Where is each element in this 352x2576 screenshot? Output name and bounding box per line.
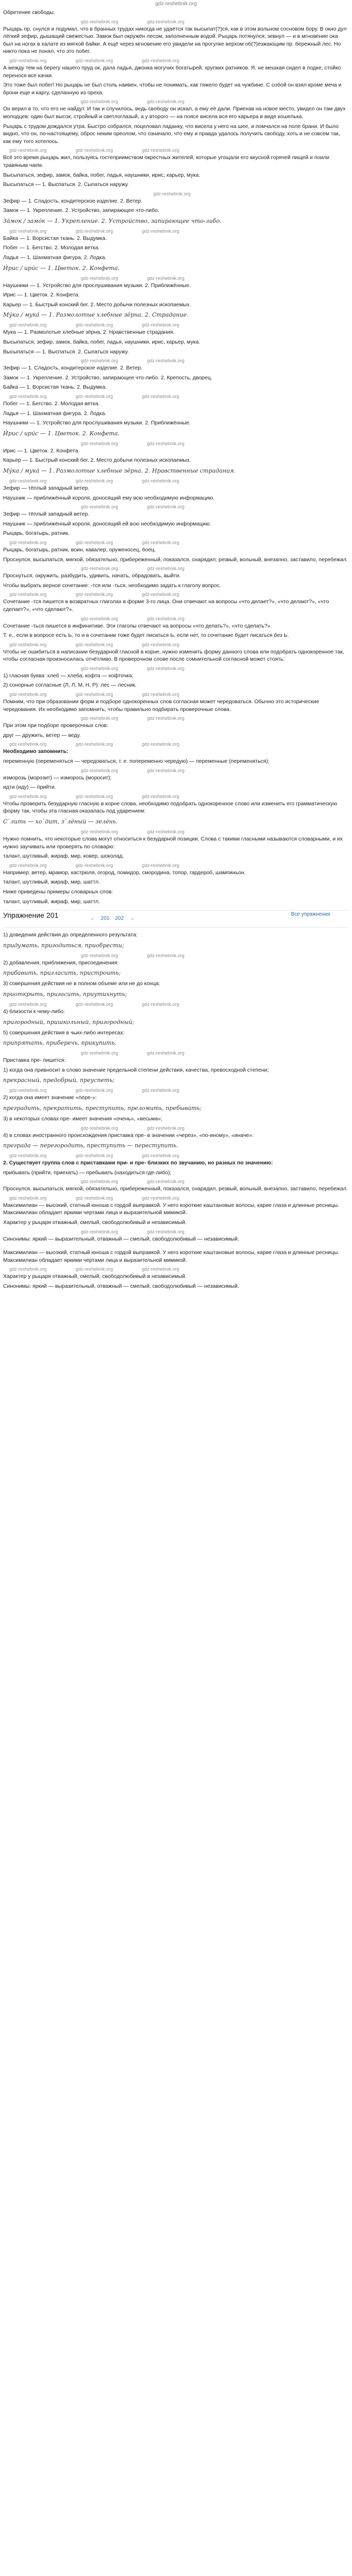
exercise-title: Упражнение 201 bbox=[3, 911, 58, 920]
paragraph: Высыпаться — 1. Выспаться. 2. Сыпаться наружу. bbox=[3, 182, 129, 188]
paragraph: Сочетание -ться пишется в инфинитиве. Эти глаголы отвечают на вопросы «что делать?», «что сделать?». bbox=[3, 623, 272, 629]
paragraph: 3) в некоторых словах пре- имеет значения «очень», «весьма»; bbox=[3, 1116, 163, 1122]
watermark-row: gdz-reshebnik.org gdz-reshebnik.org gdz-reshebnik.org bbox=[9, 592, 180, 597]
handwritten-answer: прекрасный, предобрый, преуспеть; bbox=[3, 1077, 115, 1084]
paragraph: Рыцарь пр. снулся и подумал, что в бранных трудах никогда не удаётся так высыпат(?)ся, как в этом вольном сосновом бору. В окно дул лёгкий зефир, дышащий свежестью. Замок был окружён лесом, заполненным водой. Рыцарь потянулся, зевнул — и в мгновение ока был на ногах в халате из мягкой байки. А ещё через мгновение его увидели на прогулке верхом об(?)езжающим пр. бережный лес. Но никто пока не понял, что это побег. bbox=[3, 26, 347, 55]
paragraph: Ладья — 1. Шахматная фигура. 2. Лодка. bbox=[3, 410, 107, 417]
watermark-row: gdz-reshebnik.org gdz-reshebnik.org gdz-reshebnik.org bbox=[9, 148, 180, 153]
paragraph: Наушники — 1. Устройство для прослушивания музыки. 2. Приближённые. bbox=[3, 420, 191, 426]
paragraph: Ниже приведены примеры словарных слов: bbox=[3, 889, 113, 895]
paragraph: Замок — 1. Укрепление. 2. Устройство, запирающее что-либо. 2. Крепость, дворец. bbox=[3, 375, 212, 381]
watermark-row: gdz-reshebnik.org gdz-reshebnik.org gdz-reshebnik.org bbox=[9, 742, 180, 747]
paragraph: 4) в словах иностранного происхождения приставка пре- в значении «через», «по-иному», «иначе»: bbox=[3, 1132, 254, 1138]
paragraph: идти (иду) — прийти. bbox=[3, 785, 56, 791]
handwritten-answer: Му́ка / мука́ — 1. Размолотые хлебные зёрна. 2. Страдание. bbox=[3, 311, 189, 319]
paragraph: прибывать (прийти, приехать) — пребывать (находиться где-либо); bbox=[3, 1170, 172, 1176]
paragraph: Т. е., если в вопросе есть Ь, то и в сочетании тоже будет писаться Ь, если нет, то сочетание будет писаться без Ь. bbox=[3, 633, 289, 639]
paragraph: Чтобы выбрать верное сочетание: -тся или -ться, необходимо задать к глаголу вопрос. bbox=[3, 582, 221, 589]
watermark-row: gdz-reshebnik.org gdz-reshebnik.org bbox=[81, 665, 185, 671]
watermark-row: gdz-reshebnik.org gdz-reshebnik.org bbox=[81, 952, 185, 958]
handwritten-answer: прибавить, пригласить, пристроить; bbox=[3, 970, 121, 977]
paragraph: Рыцарь, богатырь, ратник, воин, кавалер, оруженосец, боец. bbox=[3, 547, 156, 553]
paragraph: Обретение свободы. bbox=[3, 10, 55, 16]
watermark-row: gdz-reshebnik.org gdz-reshebnik.org bbox=[81, 1229, 185, 1234]
paragraph: Байка — 1. Ворсистая ткань. 2. Выдумка. bbox=[3, 235, 107, 241]
paragraph: При этом при подборе проверочных слов: bbox=[3, 723, 108, 729]
handwritten-answer: пригородный, пришкольный, пригородный; bbox=[3, 1018, 135, 1026]
paragraph: Высыпаться, зефир, замок, байка, побег, ладья, наушники, ирис, карьер, мука. bbox=[3, 172, 200, 178]
paragraph: 5) совершения действия в чьих-либо интересах: bbox=[3, 1030, 125, 1036]
paragraph: Нужно помнить, что некоторые слова могут относиться к безударной позиции. Слова с такими гласными называются словарными, и их нужно заучивать или проверять по словарю: bbox=[3, 836, 343, 850]
watermark-row: gdz-reshebnik.org gdz-reshebnik.org bbox=[81, 504, 185, 510]
paragraph: Помним, что при образовании форм и подборе однокоренных слов согласная может чередоваться. Обычно это исторические чередования. Их необходимо запомнить, чтобы правильно подбирать проверочные слова. bbox=[3, 699, 319, 713]
watermark-row: gdz-reshebnik.org gdz-reshebnik.org bbox=[81, 19, 185, 24]
paragraph: Чтобы проверить безударную гласную в корне слова, необходимо подобрать однокоренное слово или изменить его грамматическую форму так, чтобы эта гласная оказалась под ударением: bbox=[3, 801, 338, 815]
exercise-pager bbox=[90, 915, 139, 923]
watermark-row: gdz-reshebnik.org gdz-reshebnik.org gdz-reshebnik.org bbox=[9, 1266, 180, 1272]
paragraph: Карьер — 1. Быстрый конский бег. 2. Место добычи полезных ископаемых. bbox=[3, 458, 191, 464]
paragraph: друг — дружить, ветер — веду. bbox=[3, 732, 81, 738]
watermark-row: gdz-reshebnik.org gdz-reshebnik.org bbox=[81, 99, 185, 105]
prev-arrow-icon[interactable]: ← bbox=[90, 916, 95, 922]
paragraph: Приставка пре- пишется: bbox=[3, 1058, 66, 1064]
watermark-row: gdz-reshebnik.org gdz-reshebnik.org gdz-reshebnik.org bbox=[9, 478, 180, 483]
watermark-row: gdz-reshebnik.org gdz-reshebnik.org bbox=[81, 1050, 185, 1056]
paragraph: Зефир — 1. Сладость, кондитерское изделие. 2. Ветер. bbox=[3, 365, 143, 372]
watermark-row: gdz-reshebnik.org gdz-reshebnik.org gdz-reshebnik.org bbox=[9, 862, 180, 868]
paragraph: Карьер — 1. Быстрый конский бег. 2. Место добычи полезных ископаемых. bbox=[3, 302, 191, 308]
paragraph: Зефир — тёплый западный ветер. bbox=[3, 485, 90, 491]
paragraph: Наушник — приближённый короля, доносящий ей всю необходимую информацию. bbox=[3, 521, 211, 527]
paragraph: Сочетание -тся пишется в возвратных глаголах в форме 3-го лица. Они отвечают на вопросы «что делает?», «что делают?», «что сделает?», «что сделают?». bbox=[3, 599, 329, 613]
watermark-row: gdz-reshebnik.org gdz-reshebnik.org gdz-reshebnik.org bbox=[9, 1195, 180, 1201]
paragraph: Проснуться, окружить, разбудить, удивить, начать, обрадовать, выйти. bbox=[3, 573, 181, 579]
paragraph: Он верил в то, что его не найдут. И так и случилось, ведь свободу он искал, а ему её дали. Приехав на новое место, увидел он там двух молодцев: один был высок, стройный и светлоглазый, а у второго — на поясе висела вся его карьера в виде кошелька. bbox=[3, 106, 346, 120]
paragraph: Побег — 1. Бегство. 2. Молодая ветка. bbox=[3, 245, 100, 251]
handwritten-answer: придумать, пригодиться, приобрести; bbox=[3, 942, 124, 949]
next-arrow-icon[interactable]: → bbox=[129, 916, 135, 922]
paragraph: Синонимы: яркий — выразительный, отважный — смелый, свободолюбивый — независимый. bbox=[3, 1284, 239, 1290]
paragraph: Характер у рыцаря отважный, смелый, свободолюбивый и независимый. bbox=[3, 1220, 187, 1226]
paragraph: 2) сонорные согласные (Л, Л, М, Н, Р): лес — лесник. bbox=[3, 682, 137, 689]
paragraph: Проснулся, высыпаться, мягкой, обязательно, прибереженный, показался, снарядил, резвый, вольный, внезапно, заставило, перебежал. bbox=[3, 1186, 348, 1192]
handwritten-answer: преградить, прекратить, преступить, преломить, пребывать; bbox=[3, 1104, 202, 1112]
watermark-row: gdz-reshebnik.org gdz-reshebnik.org bbox=[81, 829, 185, 834]
paragraph: Байка — 1. Ворсистая ткань. 2. Выдумка. bbox=[3, 385, 107, 391]
paragraph: Например: ветер, мрамор, кастрюля, огород, помидор, смородина, топор, гардероб, шампиньон. bbox=[3, 870, 246, 876]
paragraph: Максимилиан — высокий, статный юноша с гордой выправкой. У него короткие каштановые волосы, карие глаза и длинные ресницы. Максимилиан обладает яркими чертами лица и выразительной мимикой. bbox=[3, 1250, 340, 1263]
paragraph: 1) доведения действия до определенного результата: bbox=[3, 932, 138, 938]
paragraph: Наушник — приближённый короля, доносящий ему всю необходимую информацию. bbox=[3, 495, 215, 501]
exercise-navigation-bar bbox=[3, 910, 349, 928]
paragraph: Рыцарь с трудом дождался утра. Быстро собрался, поцеловал ладанку, что висела у него на шее, и помчался на поле брани. И было видно, что он, по-настоящему, оброс неким ореолом, что означало, что ему и правда удалось получить свободу, хоть и не совсем так, как ему того хотелось. bbox=[3, 123, 340, 145]
watermark-row: gdz-reshebnik.org gdz-reshebnik.org bbox=[81, 566, 185, 572]
paragraph-heading: 2. Существует группа слов с приставками при- и пре- близких по звучанию, но разных по значению: bbox=[3, 1160, 273, 1166]
paragraph: Высыпаться, зефир, замок, байка, побег, ладья, наушники, ирис, карьер, мука. bbox=[3, 339, 200, 346]
watermark-row: gdz-reshebnik.org gdz-reshebnik.org bbox=[81, 716, 185, 721]
paragraph: Зефир — 1. Сладость, кондитерское изделие. 2. Ветер. bbox=[3, 198, 143, 204]
watermark-row: gdz-reshebnik.org gdz-reshebnik.org gdz-reshebnik.org bbox=[9, 642, 180, 647]
watermark-row: gdz-reshebnik.org gdz-reshebnik.org gdz-reshebnik.org bbox=[9, 793, 180, 799]
paragraph: Наушники — 1. Устройство для прослушивания музыки. 2. Приближённые. bbox=[3, 282, 191, 289]
paragraph: Ирис — 1. Цветок. 2. Конфета. bbox=[3, 292, 80, 298]
watermark-row: gdz-reshebnik.org gdz-reshebnik.org bbox=[81, 440, 185, 446]
paragraph: Синонимы: яркий — выразительный, отважный — смелый, свободолюбивый — независимый. bbox=[3, 1236, 239, 1242]
paragraph-heading: Необходимо запомнить: bbox=[3, 749, 68, 755]
handwritten-answer: С`лить — хо`дит, з`лёный — зеле́нь. bbox=[3, 818, 118, 825]
paragraph: талант, шутливый, жираф, мир, шаттл. bbox=[3, 899, 100, 905]
watermark-row: gdz-reshebnik.org gdz-reshebnik.org bbox=[81, 616, 185, 621]
watermark-row: gdz-reshebnik.org gdz-reshebnik.org gdz-reshebnik.org bbox=[9, 322, 180, 328]
handwritten-answer: За́мок / замо́к — 1. Укрепление. 2. Устройство, запирающее что-либо. bbox=[3, 217, 222, 224]
paragraph: Проснулся, высыпаться, мягкой, обязательно, прибереженный, показался, снарядил, резвый, вольный, внезапно, заставило, перебежал. bbox=[3, 557, 348, 563]
handwritten-answer: И́рис / ири́с — 1. Цветок. 2. Конфета. bbox=[3, 430, 120, 437]
paragraph: Максимилиан — высокий, статный юноша с гордой выправкой. У него короткие каштановые волосы, карие глаза и длинные ресницы. Максимилиан обладает яркими чертами лица и выразительной мимикой. bbox=[3, 1202, 340, 1216]
handwritten-answer: приоткрыть, пригасить, приутихнуть; bbox=[3, 990, 127, 998]
paragraph: Всё это время рыцарь жил, пользуясь гостеприимством окрестных жителей, которые угощали его вкусной горячей пищей и поили травяным чаем. bbox=[3, 155, 330, 168]
watermark-row: gdz-reshebnik.org gdz-reshebnik.org bbox=[81, 275, 185, 281]
next-exercise-link[interactable]: 202 bbox=[115, 916, 124, 922]
paragraph: Ирис — 1. Цветок. 2. Конфета. bbox=[3, 448, 80, 454]
paragraph: Ладья — 1. Шахматная фигура. 2. Лодка. bbox=[3, 255, 107, 261]
paragraph: Высыпаться — 1. Выспаться. 2. Сыпаться наружу. bbox=[3, 349, 129, 355]
paragraph: Чтобы не ошибиться в написании безударной гласной в корне, нужно изменить форму данного слова или подобрать однокоренное так, чтобы согласная произносилась отчётливо. В проверочном слове после сомнительной согласной может стоять: bbox=[3, 649, 344, 663]
paragraph: Характер у рыцаря отважный, смелый, свободолюбивый и независимый. bbox=[3, 1274, 187, 1280]
paragraph: переменную (переменяться — чередоваться, т. е. попеременно чередую) — переменные (переменяться); bbox=[3, 759, 270, 765]
paragraph: Мука — 1. Размолотые хлебные зёрна. 2. Нравственные страдания. bbox=[3, 330, 175, 336]
prev-exercise-link[interactable]: 201 bbox=[100, 916, 110, 922]
all-exercises-link[interactable]: Все упражнения bbox=[291, 912, 330, 918]
paragraph: 1) гласная буква: хлеб — хлеба, кофта — кофточка; bbox=[3, 673, 134, 679]
paragraph: Побег — 1. Бегство. 2. Молодая ветка. bbox=[3, 401, 100, 407]
paragraph: Зефир — тёплый западный ветер. bbox=[3, 511, 90, 518]
paragraph: 4) близости к чему-либо: bbox=[3, 1008, 65, 1015]
watermark-row: gdz-reshebnik.org gdz-reshebnik.org gdz-reshebnik.org bbox=[9, 58, 180, 63]
site-watermark-header: gdz-reshebnik.org bbox=[155, 1, 197, 7]
watermark-row: gdz-reshebnik.org gdz-reshebnik.org gdz-reshebnik.org bbox=[9, 1088, 180, 1093]
handwritten-answer: И́рис / ири́с — 1. Цветок. 2. Конфета. bbox=[3, 264, 120, 272]
watermark-row: gdz-reshebnik.org gdz-reshebnik.org gdz-reshebnik.org bbox=[9, 228, 180, 234]
document-body bbox=[3, 9, 349, 1298]
paragraph: 2) когда она имеет значение «пере-»: bbox=[3, 1095, 97, 1101]
paragraph: Это тоже был побег! Но рыцарь не был столь наивен, чтобы не понимать, как тяжело будет на чужбине. С собой он взял кроме меча и брони еще и каргу, сделанную из ореха. bbox=[3, 82, 342, 96]
paragraph: А между тем на берегу нашего пруд ок, дала ладья, джонка могучих богатырей, хрупких ратников. Я, не мешкая сидел в лодке, стойко перенося все качки. bbox=[3, 65, 341, 79]
watermark-row: gdz-reshebnik.org gdz-reshebnik.org bbox=[81, 1179, 185, 1185]
watermark-row: gdz-reshebnik.org gdz-reshebnik.org gdz-reshebnik.org bbox=[9, 1153, 180, 1159]
watermark-row: gdz-reshebnik.org gdz-reshebnik.org gdz-reshebnik.org bbox=[9, 394, 180, 399]
paragraph: талант, шутливый, жираф, мир, шаттл. bbox=[3, 879, 100, 886]
handwritten-answer: припрятать, приберечь, прикупить. bbox=[3, 1040, 117, 1047]
watermark-row: gdz-reshebnik.org gdz-reshebnik.org gdz-reshebnik.org bbox=[9, 692, 180, 698]
paragraph: 3) совершения действия не в полном объеме или не до конца: bbox=[3, 981, 160, 987]
watermark-row: gdz-reshebnik.org gdz-reshebnik.org gdz-reshebnik.org bbox=[9, 539, 180, 545]
paragraph: 1) когда она привносит в слово значение предельной степени действия, качества, превосходной степени; bbox=[3, 1067, 269, 1073]
watermark-row: gdz-reshebnik.org gdz-reshebnik.org gdz-reshebnik.org bbox=[9, 1001, 180, 1007]
watermark-row: gdz-reshebnik.org gdz-reshebnik.org bbox=[81, 767, 185, 773]
paragraph: изморозь (морозит) — изморось (моросит); bbox=[3, 775, 112, 781]
watermark-row: gdz-reshebnik.org bbox=[153, 191, 191, 196]
handwritten-answer: Му́ка / мука́ — 1. Размолотые хлебные зёрна. 2. Нравственные страдания. bbox=[3, 467, 236, 474]
handwritten-answer: преграда — перегородить, преступить — переступить. bbox=[3, 1142, 179, 1149]
paragraph: талант, шутливый, жираф, мир, ковер, шоколад. bbox=[3, 853, 124, 860]
watermark-row: gdz-reshebnik.org gdz-reshebnik.org bbox=[81, 358, 185, 364]
paragraph: 2) добавления, приближения, присоединения: bbox=[3, 960, 119, 966]
watermark-row: gdz-reshebnik.org gdz-reshebnik.org bbox=[81, 1125, 185, 1131]
paragraph: Замок — 1. Укрепление. 2. Устройство, запирающее что-либо. bbox=[3, 208, 159, 214]
paragraph: Рыцарь, богатырь, ратник. bbox=[3, 531, 70, 537]
